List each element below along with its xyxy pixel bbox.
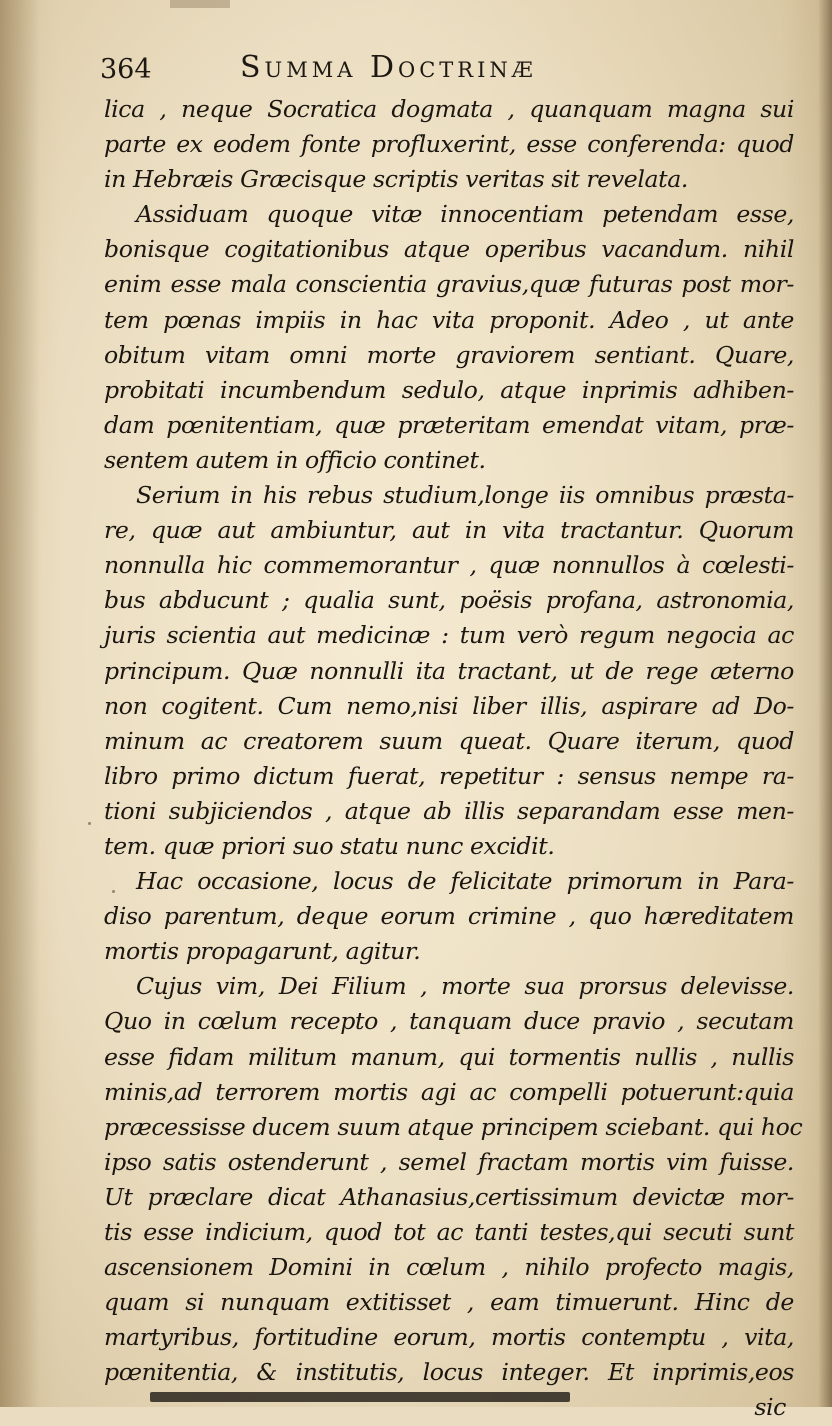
text-line: præcessisse ducem suum atque principem sciebant. qui hoc	[104, 1112, 803, 1141]
text-line: Ut præclare dicat Athanasius,certissimum devictæ mor-	[104, 1182, 794, 1211]
text-line: martyribus, fortitudine eorum, mortis contemptu , vita,	[104, 1323, 794, 1352]
text-line: ascensionem Domini in cœlum , nihilo profecto magis,	[104, 1253, 794, 1282]
body-text	[104, 92, 803, 1426]
text-line: Assiduam quoque vitæ innocentiam petendam esse,	[136, 200, 794, 229]
page-number: 364	[100, 54, 152, 85]
text-line: Serium in his rebus studium,longe iis omnibus præsta-	[136, 481, 794, 510]
text-line: tem pœnas impiis in hac vita proponit. Adeo , ut ante	[104, 305, 794, 334]
text-line: lica , neque Socratica dogmata , quanquam magna sui	[104, 95, 794, 123]
text-line: diso parentum, deque eorum crimine , quo hæreditatem	[104, 902, 794, 931]
page-edge	[818, 0, 832, 1407]
running-head: Summa Doctrinæ	[240, 50, 537, 85]
text-line: mortis propagarunt, agitur.	[104, 937, 421, 966]
text-line: minum ac creatorem suum queat. Quare iterum, quod	[104, 726, 794, 755]
text-line: tioni subjiciendos , atque ab illis separandam esse men-	[104, 796, 794, 825]
text-line: pœnitentia, & institutis, locus integer. Et inprimis,eos	[104, 1358, 794, 1387]
text-line: obitum vitam omni morte graviorem sentiant. Quare,	[104, 340, 794, 369]
text-line: juris scientia aut medicinæ : tum verò regum negocia ac	[104, 621, 794, 650]
text-line: Cujus vim, Dei Filium , morte sua prorsus delevisse.	[136, 972, 794, 1001]
catchword: sic	[754, 1393, 786, 1422]
text-line: Hac occasione, locus de felicitate primorum in Para-	[136, 867, 794, 896]
text-line: parte ex eodem fonte profluxerint, esse conferenda: quod	[104, 130, 794, 159]
gutter-shadow	[0, 0, 40, 1407]
text-line: probitati incumbendum sedulo, atque inprimis adhiben-	[104, 375, 794, 404]
text-line: principum. Quæ nonnulli ita tractant, ut de rege æterno	[104, 656, 794, 685]
text-line: re, quæ aut ambiuntur, aut in vita tractantur. Quorum	[104, 516, 794, 545]
text-line: bus abducunt ; qualia sunt, poësis profana, astronomia,	[104, 586, 794, 615]
text-line: sentem autem in officio continet.	[104, 445, 486, 474]
text-line: libro primo dictum fuerat, repetitur : sensus nempe ra-	[104, 761, 794, 790]
text-line: bonisque cogitationibus atque operibus vacandum. nihil	[104, 235, 794, 264]
text-line: tis esse indicium, quod tot ac tanti testes,qui secuti sunt	[104, 1218, 794, 1246]
page-header	[100, 44, 800, 88]
text-line: Quo in cœlum recepto , tanquam duce pravio , secutam	[104, 1007, 794, 1036]
text-line: esse fidam militum manum, qui tormentis nullis , nullis	[104, 1042, 794, 1071]
text-line: dam pœnitentiam, quæ præteritam emendat vitam, præ-	[104, 410, 794, 439]
paper-stain	[170, 0, 230, 8]
text-line: nonnulla hic commemorantur , quæ nonnullos à cœlesti-	[104, 551, 794, 580]
ink-fleck	[88, 822, 91, 825]
text-line: in Hebræis Græcisque scriptis veritas sit revelata.	[104, 165, 689, 194]
text-line: tem. quæ priori suo statu nunc excidit.	[104, 831, 555, 860]
text-line: ipso satis ostenderunt , semel fractam mortis vim fuisse.	[104, 1147, 794, 1176]
text-line: non cogitent. Cum nemo,nisi liber illis, aspirare ad Do-	[104, 691, 794, 720]
text-line: enim esse mala conscientia gravius,quæ futuras post mor-	[104, 270, 794, 299]
text-line: minis,ad terrorem mortis agi ac compelli potuerunt:quia	[104, 1077, 794, 1106]
text-line: quam si nunquam extitisset , eam timuerunt. Hinc de	[104, 1288, 794, 1317]
